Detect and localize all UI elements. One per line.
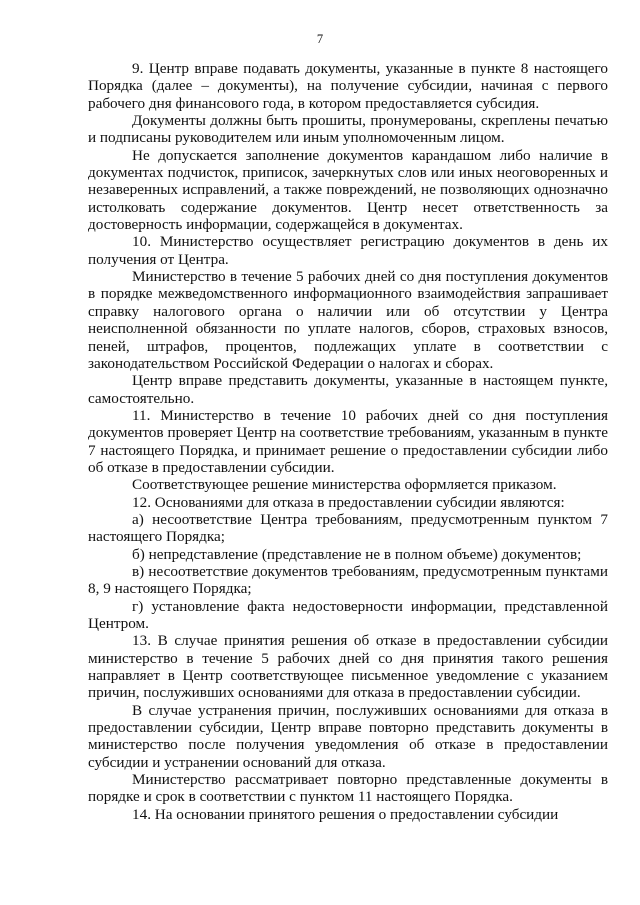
list-item-b: б) непредставление (представление не в полном объеме) документов; (132, 545, 582, 563)
paragraph-13-refusal-notice: 13. В случае принятия решения об отказе в предоставлении субсидии министерство в течение 5 рабочих дней со дня принятия такого решения направляет в Центр соответствующее письменное уведомление с указанием причин, послуживших основаниями для отказа в предоставлении субсидии. (88, 632, 608, 702)
paragraph-tax-inquiry: Министерство в течение 5 рабочих дней со дня поступления документов в порядке межведомственного информационного взаимодействия запрашивает справку налогового органа о наличии или об отсутствии у Центра неисполненной обязанности по уплате налогов, сборов, страховых взносов, пеней, штрафов, процентов, подлежащих уплате в соответствии с законодательством Российской Федерации о налогах и сборах. (88, 268, 608, 372)
paragraph-no-pencil: Не допускается заполнение документов карандашом либо наличие в документах подчисток, приписок, зачеркнутых слов или иных неоговоренных и незаверенных исправлений, а также повреждений, не позволяющих однозначно истолковать содержание документов. Центр несет ответственность за достоверность информации, содержащейся в документах. (88, 146, 608, 234)
paragraph-order-decision: Соответствующее решение министерства оформляется приказом. (132, 476, 557, 494)
paragraph-10-registration: 10. Министерство осуществляет регистрацию документов в день их получения от Центра. (88, 233, 608, 268)
list-item-g: г) установление факта недостоверности информации, представленной Центром. (88, 597, 608, 632)
paragraph-resubmission: В случае устранения причин, послуживших основаниями для отказа в предоставлении субсидии, Центр вправе повторно представить документы в министерство после получения уведомления об отказе в предоставлении субсидии и устранении оснований для отказа. (88, 701, 608, 771)
paragraph-12-refusal-grounds: 12. Основаниями для отказа в предоставлении субсидии являются: (132, 493, 565, 511)
paragraph-9-submission: 9. Центр вправе подавать документы, указанные в пункте 8 настоящего Порядка (далее – документы), на получение субсидии, начиная с первого рабочего дня финансового года, в котором предоставляется субсидия. (88, 60, 608, 112)
paragraph-11-review: 11. Министерство в течение 10 рабочих дней со дня поступления документов проверяет Центр на соответствие требованиям, указанным в пункте 7 настоящего Порядка, и принимает решение о предоставлении субсидии либо об отказе в предоставлении субсидии. (88, 406, 608, 476)
paragraph-documents-binding: Документы должны быть прошиты, пронумерованы, скреплены печатью и подписаны руководителем или иным уполномоченным лицом. (88, 112, 608, 147)
list-item-v: в) несоответствие документов требованиям, предусмотренным пунктами 8, 9 настоящего Порядка; (88, 562, 608, 598)
paragraph-self-submission: Центр вправе представить документы, указанные в настоящем пункте, самостоятельно. (88, 372, 608, 407)
page-number: 7 (316, 32, 324, 46)
list-item-a: а) несоответствие Центра требованиям, предусмотренным пунктом 7 настоящего Порядка; (88, 510, 608, 546)
document-body (88, 60, 608, 823)
paragraph-14-start: 14. На основании принятого решения о предоставлении субсидии (132, 805, 559, 823)
paragraph-repeat-review: Министерство рассматривает повторно представленные документы в порядке и срок в соответствии с пунктом 11 настоящего Порядка. (88, 771, 608, 806)
